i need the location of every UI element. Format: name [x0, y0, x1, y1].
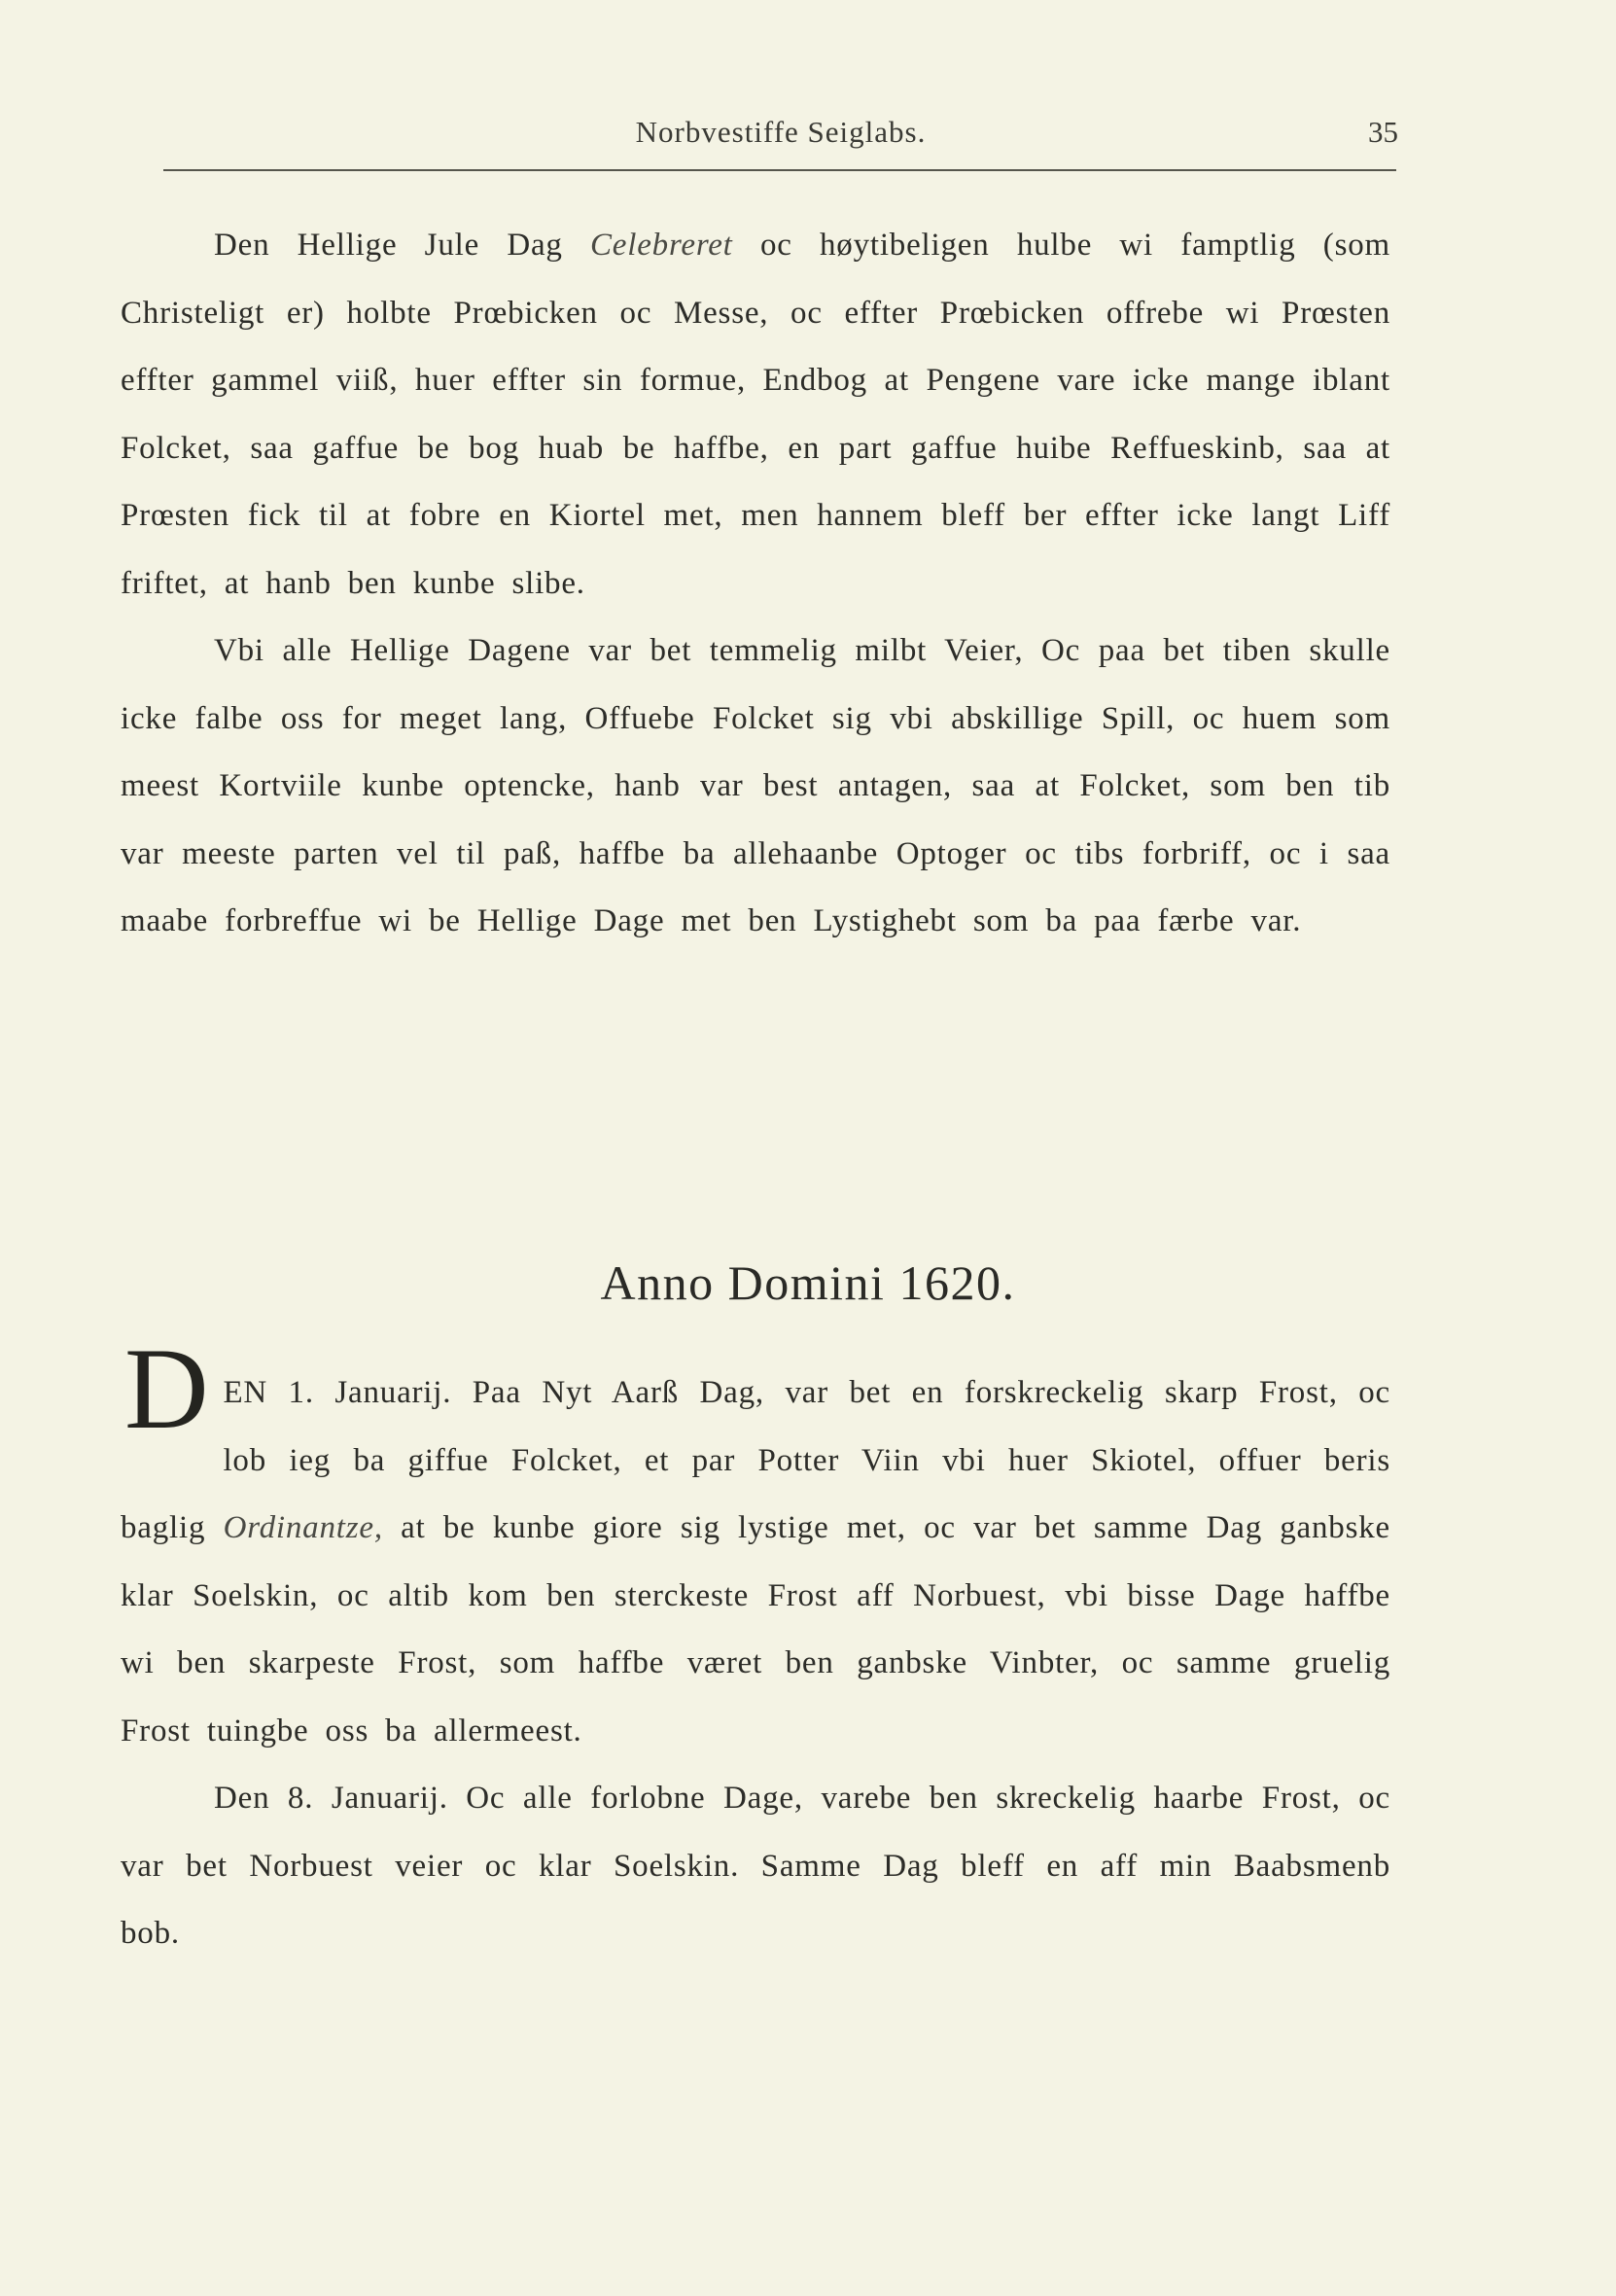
paragraph-christmas-day: [121, 212, 1390, 618]
paragraph-text: at be kunbe giore sig lystige met, oc var bet samme Dag ganbske klar Soelskin, oc altib kom ben sterckeste Frost aff Norbuest, vbi bisse Dage haffbe wi ben skarpeste Frost, som haffbe været ben ganbske Vinbter, oc samme gruelig Frost tuingbe oss ba allermeest.: [121, 1510, 1390, 1748]
header-rule: [163, 169, 1396, 171]
paragraph-january-8: Den 8. Januarij. Oc alle forlobne Dage, varebe ben skreckelig haarbe Frost, oc var bet Norbuest veier oc klar Soelskin. Samme Dag bleff en aff min Baabsmenb bob.: [121, 1781, 1390, 1951]
page-number: 35: [1368, 115, 1398, 149]
page-header: [163, 109, 1398, 158]
section-heading: Anno Domini 1620.: [600, 1255, 1016, 1310]
italic-word: Celebreret: [589, 228, 733, 263]
paragraph-text: EN 1. Januarij. Paa Nyt Aarß Dag, var bet en forskreckelig skarp Frost, oc lob ieg ba giffue Folcket, et par Potter Viin vbi huer Skiotel, offuer beris baglig: [121, 1375, 1390, 1545]
paragraph-holy-days: Vbi alle Hellige Dagene var bet temmelig milbt Veier, Oc paa bet tiben skulle icke falbe oss for meget lang, Offuebe Folcket sig vbi abskillige Spill, oc huem som meest Kortviile kunbe optencke, hanb var best antagen, saa at Folcket, som ben tib var meeste parten vel til paß, haffbe ba allehaanbe Optoger oc tibs forbriff, oc i saa maabe forbreffue wi be Hellige Dage met ben Lystighebt som ba paa færbe var.: [121, 633, 1390, 938]
text-block-new-year: [121, 1324, 1390, 1968]
italic-word: Ordinantze,: [223, 1510, 383, 1545]
running-title: Norbvestiffe Seiglabs.: [635, 115, 927, 149]
drop-cap: D: [124, 1324, 210, 1453]
text-block-christmas: [121, 212, 1390, 956]
paragraph-new-year: [121, 1324, 1390, 1765]
paragraph-text: Den Hellige Jule Dag: [214, 228, 590, 263]
paragraph-text: oc høytibeligen hulbe wi famptlig (som Christeligt er) holbte Prœbicken oc Messe, oc effter Prœbicken offrebe wi Prœsten effter gammel viiß, huer effter sin formue, Endbog at Pengene vare icke mange iblant Folcket, saa gaffue be bog huab be haffbe, en part gaffue huibe Reffueskinb, saa at Prœsten fick til at fobre en Kiortel met, men hannem bleff ber effter icke langt Liff friftet, at hanb ben kunbe slibe.: [121, 228, 1390, 601]
